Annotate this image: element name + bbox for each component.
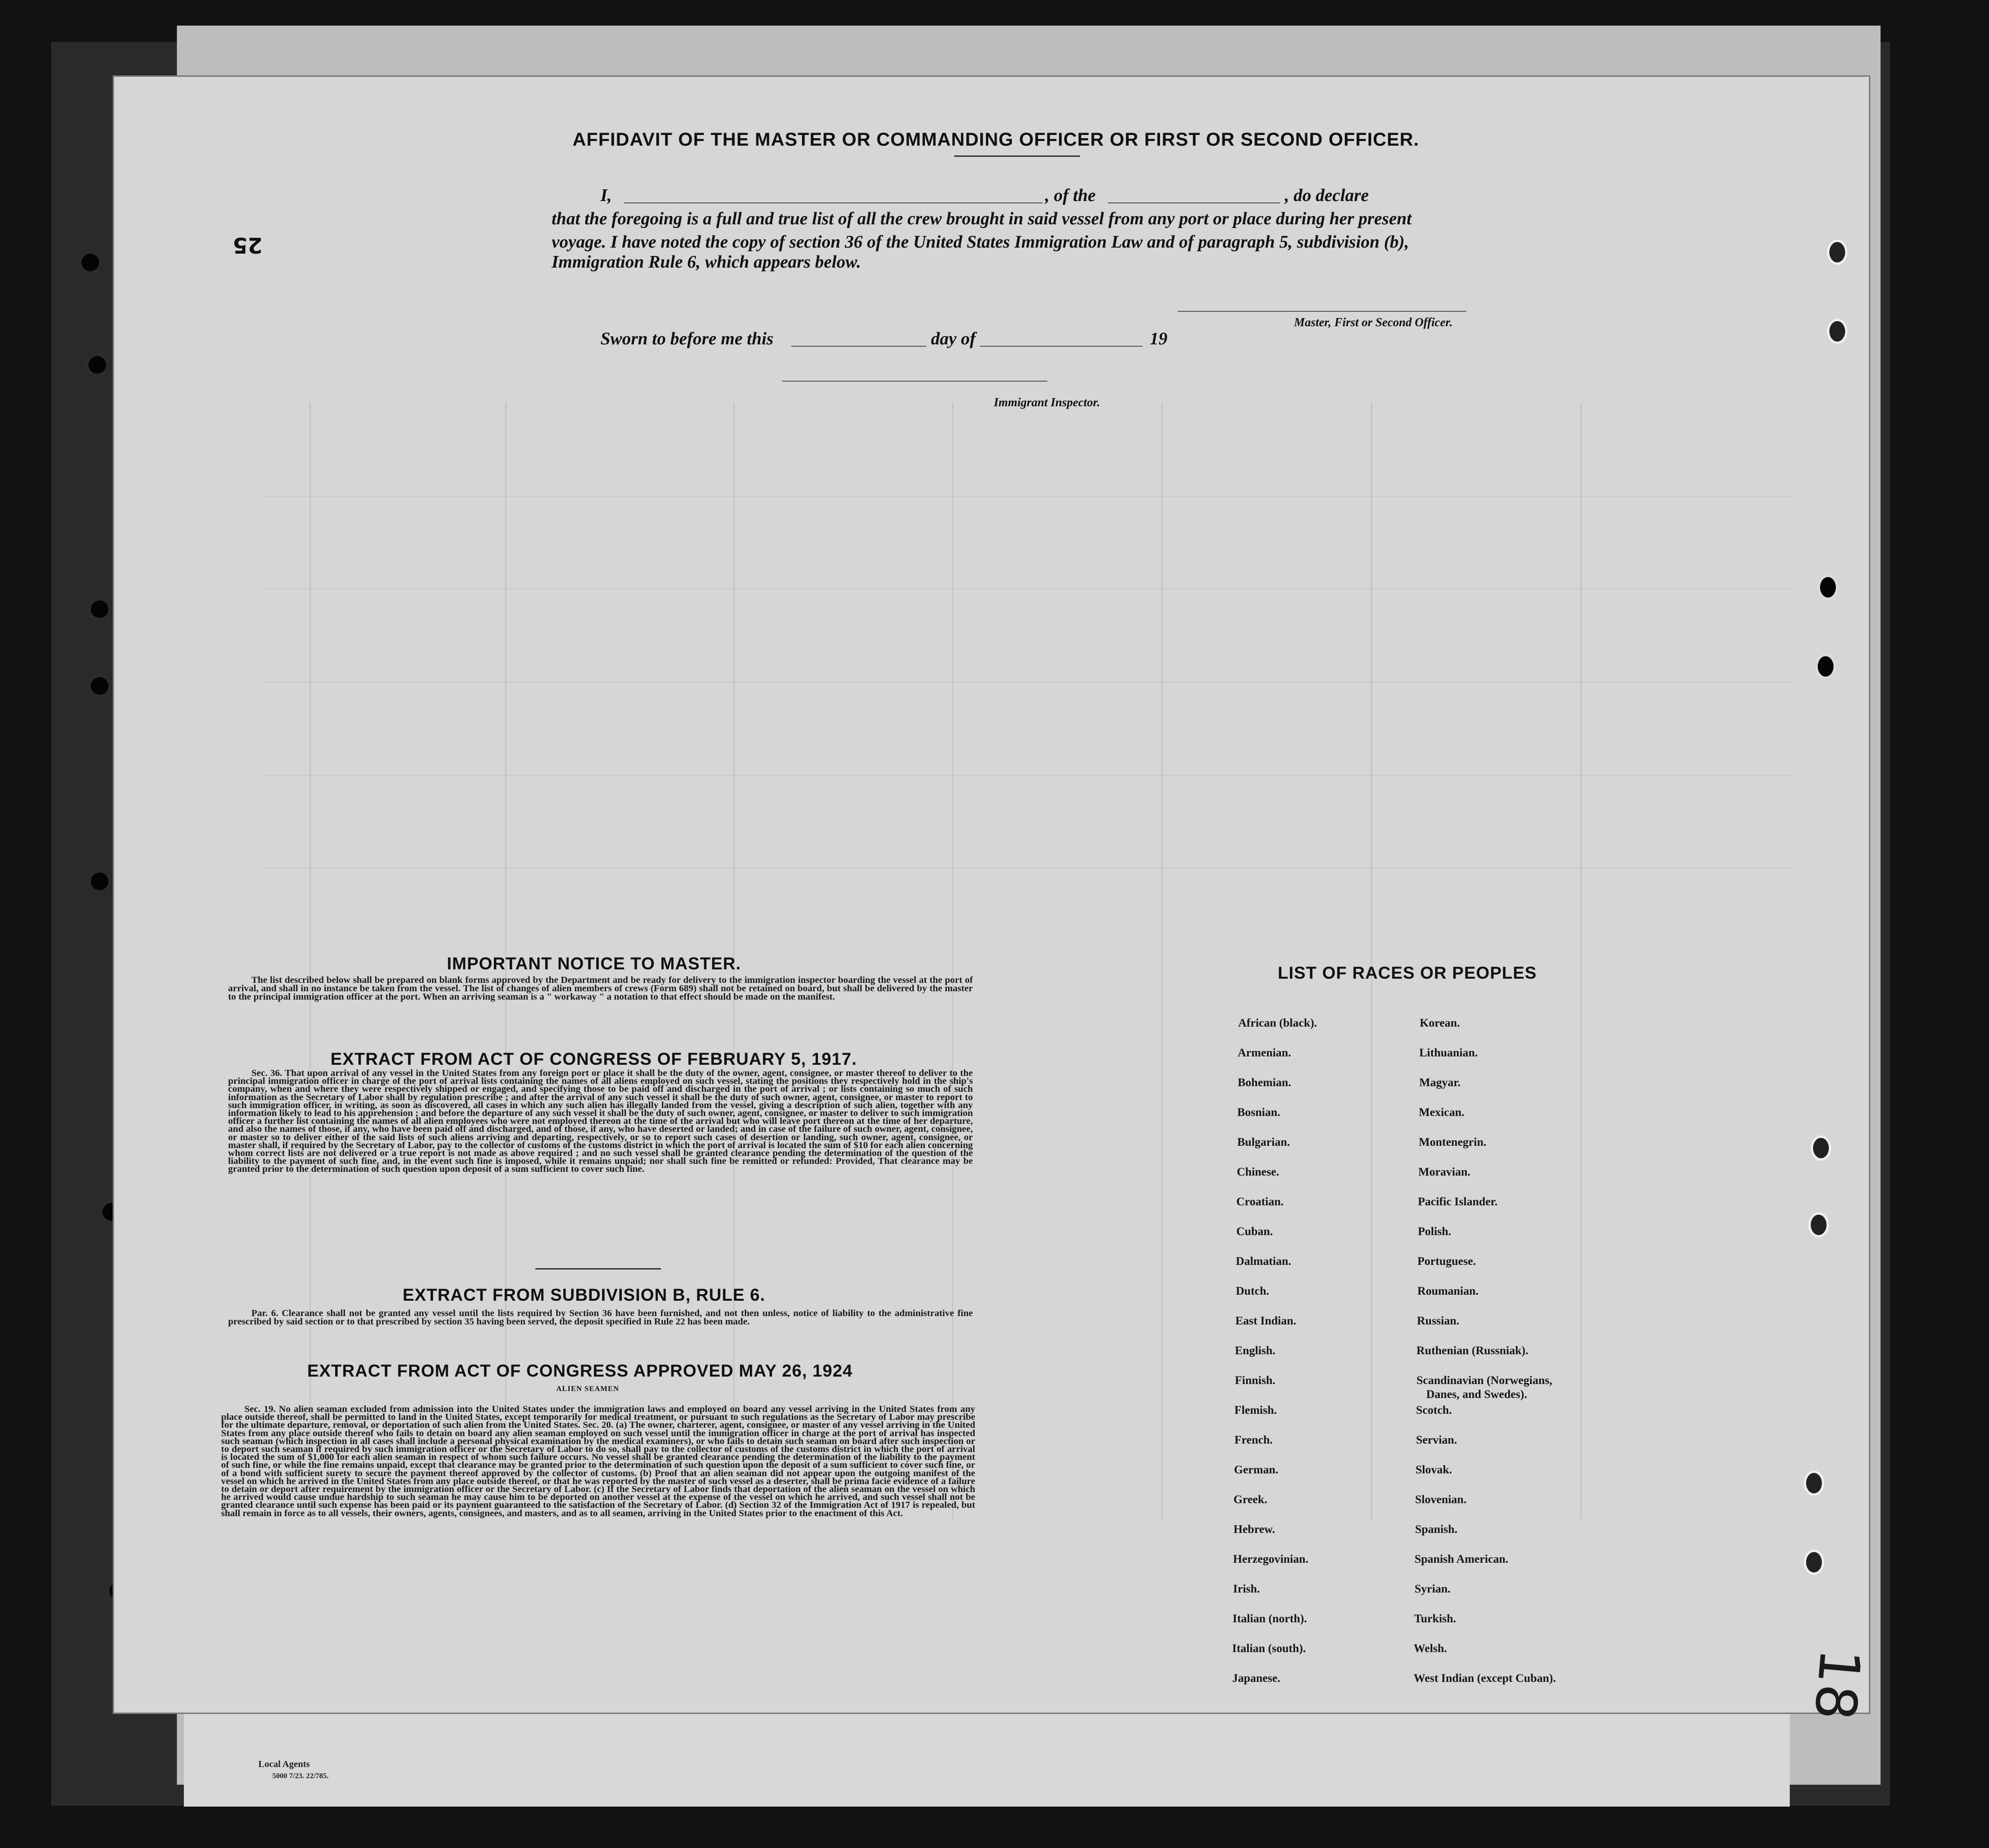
sworn-day-blank[interactable] <box>791 346 926 347</box>
race-item: German. <box>1234 1464 1279 1476</box>
race-item: Turkish. <box>1414 1613 1456 1625</box>
binder-ring <box>1827 240 1847 265</box>
race-item: Finnish. <box>1235 1374 1275 1387</box>
rule6-body: Par. 6. Clearance shall not be granted any vessel until the lists required by Section 36 have been furnished, and not then unless, notice of liability to the administrative fine prescribed by said section or to that prescribed by section 35 having been served, the deposit specified in Rule 22 has been made. <box>228 1308 973 1327</box>
year-prefix: 19 <box>1150 329 1167 349</box>
race-item: Chinese. <box>1237 1166 1279 1178</box>
race-item: Hebrew. <box>1234 1523 1275 1536</box>
day-of-label: day of <box>931 329 976 349</box>
race-item: Syrian. <box>1415 1583 1451 1595</box>
bleed-through-rule <box>263 496 1794 497</box>
handwritten-page-number: 18 <box>1801 1646 1873 1723</box>
extract-1924-subtitle: ALIEN SEAMEN <box>556 1385 620 1393</box>
race-item: Bulgarian. <box>1237 1136 1290 1149</box>
extract-1917-body: Sec. 36. That upon arrival of any vessel in the United States from any foreign port or place it shall be the duty of the owner, agent, consignee, or master thereof to deliver to the principal immigration officer in charge of the port of arrival lists containing the names of all aliens employed on such vessel, stating the positions they respectively hold in the ship's company, when and where they were respectively shipped or engaged, and specifying those to be paid off and discharged in the port of arrival ; or lists containing so much of such information as the Secretary of Labor shall by regulation prescribe ; and after the arrival of any such vessel it shall be the duty of such owner, agent, consignee, or master to report to such immigration officer, in writing, as soon as discovered, all cases in which any such alien has illegally landed from the vessel, giving a description of such alien, together with any information likely to lead to his apprehension ; and before the departure of any such vessel it shall be the duty of such owner, agent, consignee, or master to deliver to such immigration officer a further list containing the names of all alien employees who were not employed thereon at the time of the arrival but who will leave port thereon at the time of her departure, and also the names of those, if any, who have been paid off and discharged, and of those, if any, who have deserted or landed; and in case of the failure of such owner, agent, consignee, or master so to deliver either of the said lists of such aliens arriving and departing, respectively, or so to report such cases of desertion or landing, such owner, agent, consignee, or master shall, if required by the Secretary of Labor, pay to the collector of customs of the customs district in which the port of arrival is located the sum of $10 for each alien concerning whom correct lists are not delivered or a true report is not made as above required ; and no such vessel shall be granted clearance pending the determination of the question of the liability to the payment of such fine, and, in the event such fine is imposed, while it remains unpaid; nor shall such fine be remitted or refunded: Provided, That clearance may be granted prior to the determination of such question upon deposit of a sum sufficient to cover such fine. <box>228 1068 973 1175</box>
affidavit-line-4: Immigration Rule 6, which appears below. <box>552 252 861 272</box>
race-item: Japanese. <box>1232 1672 1281 1685</box>
bleed-through-rule <box>310 403 311 1519</box>
bleed-through-rule <box>952 403 953 1519</box>
race-item: Welsh. <box>1414 1642 1447 1655</box>
binder-hole <box>91 873 108 890</box>
extract-1917-title: EXTRACT FROM ACT OF CONGRESS OF FEBRUARY 5, 1917. <box>330 1049 857 1068</box>
extract-1924-body: Sec. 19. No alien seaman excluded from admission into the United States under the immigration laws and employed on board any vessel arriving in the United States from any place outside thereof, shall be permitted to land in the United States, except temporarily for medical treatment, or pursuant to such regulations as the Secretary of Labor may prescribe for the ultimate departure, removal, or deportation of such alien from the United States. Sec. 20. (a) The owner, charterer, agent, consignee, or master of any vessel arriving in the United States from any place outside thereof who fails to detain on board any alien seaman employed on such vessel until the immigration officer in charge at the port of arrival has inspected such seaman (which inspection in all cases shall include a personal physical examination by the medical examiners), or who fails to detain such seaman on board after such inspection or to deport such seaman if required by such immigration officer or the Secretary of Labor to do so, shall pay to the collector of customs of the customs district in which the port of arrival is located the sum of $1,000 for each alien seaman in respect of whom such failure occurs. No vessel shall be granted clearance pending the determination of the liability to the payment of such fine, or while the fine remains unpaid, except that clearance may be granted prior to the determination of such question upon the deposit of a sum sufficient to cover such fine, or of a bond with sufficient surety to secure the payment thereof approved by the collector of customs. (b) Proof that an alien seaman did not appear upon the outgoing manifest of the vessel on which he arrived in the United States from any place outside thereof, or that he was reported by the master of such vessel as a deserter, shall be prima facie evidence of a failure to detain or deport after requirement by the immigration officer or the Secretary of Labor. (c) If the Secretary of Labor finds that deportation of the alien seaman on the vessel on which he arrived would cause undue hardship to such seaman he may cause him to be deported on another vessel at the expense of the vessel on which he arrived, and such vessel shall not be granted clearance until such expense has been paid or its payment guaranteed to the satisfaction of the Secretary of Labor. (d) Section 32 of the Immigration Act of 1917 is repealed, but shall remain in force as to all vessels, their owners, agents, consignees, and masters, and as to all seamen, arriving in the United States prior to the enactment of this Act. <box>221 1404 975 1519</box>
footer-local-agents: Local Agents <box>258 1759 310 1769</box>
race-item: Scotch. <box>1416 1404 1452 1417</box>
race-item: Cuban. <box>1236 1225 1273 1238</box>
race-item: Herzegovinian. <box>1233 1553 1308 1566</box>
affidavit-line-3: voyage. I have noted the copy of section 36 of the United States Immigration Law and of paragraph 5, subdivision (b), <box>552 232 1409 252</box>
race-item: Flemish. <box>1234 1404 1277 1417</box>
binder-ring <box>1811 1136 1831 1161</box>
binder-hole <box>91 600 108 618</box>
race-item: Servian. <box>1416 1434 1457 1446</box>
rule6-title: EXTRACT FROM SUBDIVISION B, RULE 6. <box>403 1285 766 1304</box>
race-item: Croatian. <box>1236 1196 1284 1208</box>
binder-ring <box>1804 1471 1824 1496</box>
race-item: Pacific Islander. <box>1418 1196 1498 1208</box>
binder-hole <box>88 356 106 374</box>
race-item: Danes, and Swedes). <box>1426 1388 1527 1401</box>
binder-hole <box>91 677 108 695</box>
inspector-caption: Immigrant Inspector. <box>994 396 1100 409</box>
underlying-sheet-edge <box>184 1713 1790 1807</box>
binder-ring <box>1804 1550 1824 1575</box>
race-item: Spanish American. <box>1415 1553 1509 1566</box>
race-item: Scandinavian (Norwegians, <box>1416 1374 1552 1387</box>
race-item: Mexican. <box>1419 1106 1464 1119</box>
master-signature-line[interactable] <box>1178 311 1466 312</box>
affidavit-declare: , do declare <box>1285 186 1369 205</box>
bleed-through-rule <box>263 682 1794 683</box>
race-item: Roumanian. <box>1417 1285 1479 1297</box>
race-item: Moravian. <box>1418 1166 1470 1178</box>
binder-ring <box>1815 654 1836 679</box>
bleed-through-rule <box>1161 403 1163 1519</box>
race-item: Spanish. <box>1415 1523 1458 1536</box>
binder-ring <box>1827 319 1847 344</box>
affidavit-title: AFFIDAVIT OF THE MASTER OR COMMANDING OFFICER OR FIRST OR SECOND OFFICER. <box>573 129 1419 150</box>
race-item: African (black). <box>1238 1017 1317 1029</box>
bleed-through-rule <box>263 775 1794 776</box>
vessel-name-blank[interactable] <box>1108 202 1280 203</box>
sworn-month-blank[interactable] <box>980 346 1143 347</box>
affiant-name-blank[interactable] <box>624 202 1043 203</box>
race-item: Greek. <box>1234 1493 1268 1506</box>
race-item: Dutch. <box>1236 1285 1269 1297</box>
race-item: Slovak. <box>1416 1464 1452 1476</box>
race-item: Russian. <box>1417 1315 1460 1327</box>
races-title: LIST OF RACES OR PEOPLES <box>1278 963 1537 982</box>
race-item: Slovenian. <box>1415 1493 1467 1506</box>
race-item: English. <box>1235 1344 1275 1357</box>
binder-ring <box>1808 1212 1829 1237</box>
binder-ring <box>1818 575 1838 600</box>
race-item: Italian (south). <box>1232 1642 1306 1655</box>
affidavit-i: I, <box>600 186 612 205</box>
race-item: Lithuanian. <box>1419 1047 1478 1059</box>
footer-print-code: 5000 7/23. 22/785. <box>272 1772 329 1780</box>
race-item: Montenegrin. <box>1419 1136 1487 1149</box>
bleed-through-rule <box>1580 403 1582 1519</box>
race-item: Magyar. <box>1419 1076 1461 1089</box>
race-item: French. <box>1234 1434 1273 1446</box>
race-item: Irish. <box>1233 1583 1260 1595</box>
race-item: Dalmatian. <box>1236 1255 1291 1268</box>
race-item: Bohemian. <box>1238 1076 1291 1089</box>
stamp-number: 25 <box>233 233 263 258</box>
binder-hole <box>81 254 99 271</box>
affidavit-of-the: , of the <box>1045 186 1096 205</box>
bleed-through-rule <box>263 589 1794 590</box>
notice-title: IMPORTANT NOTICE TO MASTER. <box>447 954 742 973</box>
affidavit-line-2: that the foregoing is a full and true list of all the crew brought in said vessel from any port or place during her present <box>552 209 1412 228</box>
bleed-through-rule <box>263 868 1794 869</box>
race-item: Armenian. <box>1238 1047 1291 1059</box>
race-item: Italian (north). <box>1233 1613 1307 1625</box>
notice-body: The list described below shall be prepared on blank forms approved by the Department and be ready for delivery to the immigration inspector boarding the vessel at the port of arrival, and shall in no instance be taken from the vessel. The list of changes of alien members of crews (Form 689) shall not be retained on board, but shall be delivered by the master to the principal immigration officer at the port. When an arriving seaman is a " workaway " a notation to that effect should be made on the manifest. <box>228 975 973 1002</box>
extract-1924-title: EXTRACT FROM ACT OF CONGRESS APPROVED MAY 26, 1924 <box>307 1361 853 1380</box>
race-item: Korean. <box>1420 1017 1460 1029</box>
race-item: East Indian. <box>1235 1315 1296 1327</box>
inspector-signature-line[interactable] <box>782 381 1047 382</box>
race-item: Polish. <box>1418 1225 1451 1238</box>
affidavit-title-rule <box>954 155 1080 157</box>
race-item: Portuguese. <box>1417 1255 1476 1268</box>
sworn-label: Sworn to before me this <box>600 329 774 349</box>
race-item: West Indian (except Cuban). <box>1414 1672 1556 1685</box>
race-item: Bosnian. <box>1237 1106 1281 1119</box>
master-signature-caption: Master, First or Second Officer. <box>1294 316 1453 329</box>
section-divider <box>535 1268 661 1270</box>
race-item: Ruthenian (Russniak). <box>1416 1344 1529 1357</box>
bleed-through-rule <box>1371 403 1372 1519</box>
